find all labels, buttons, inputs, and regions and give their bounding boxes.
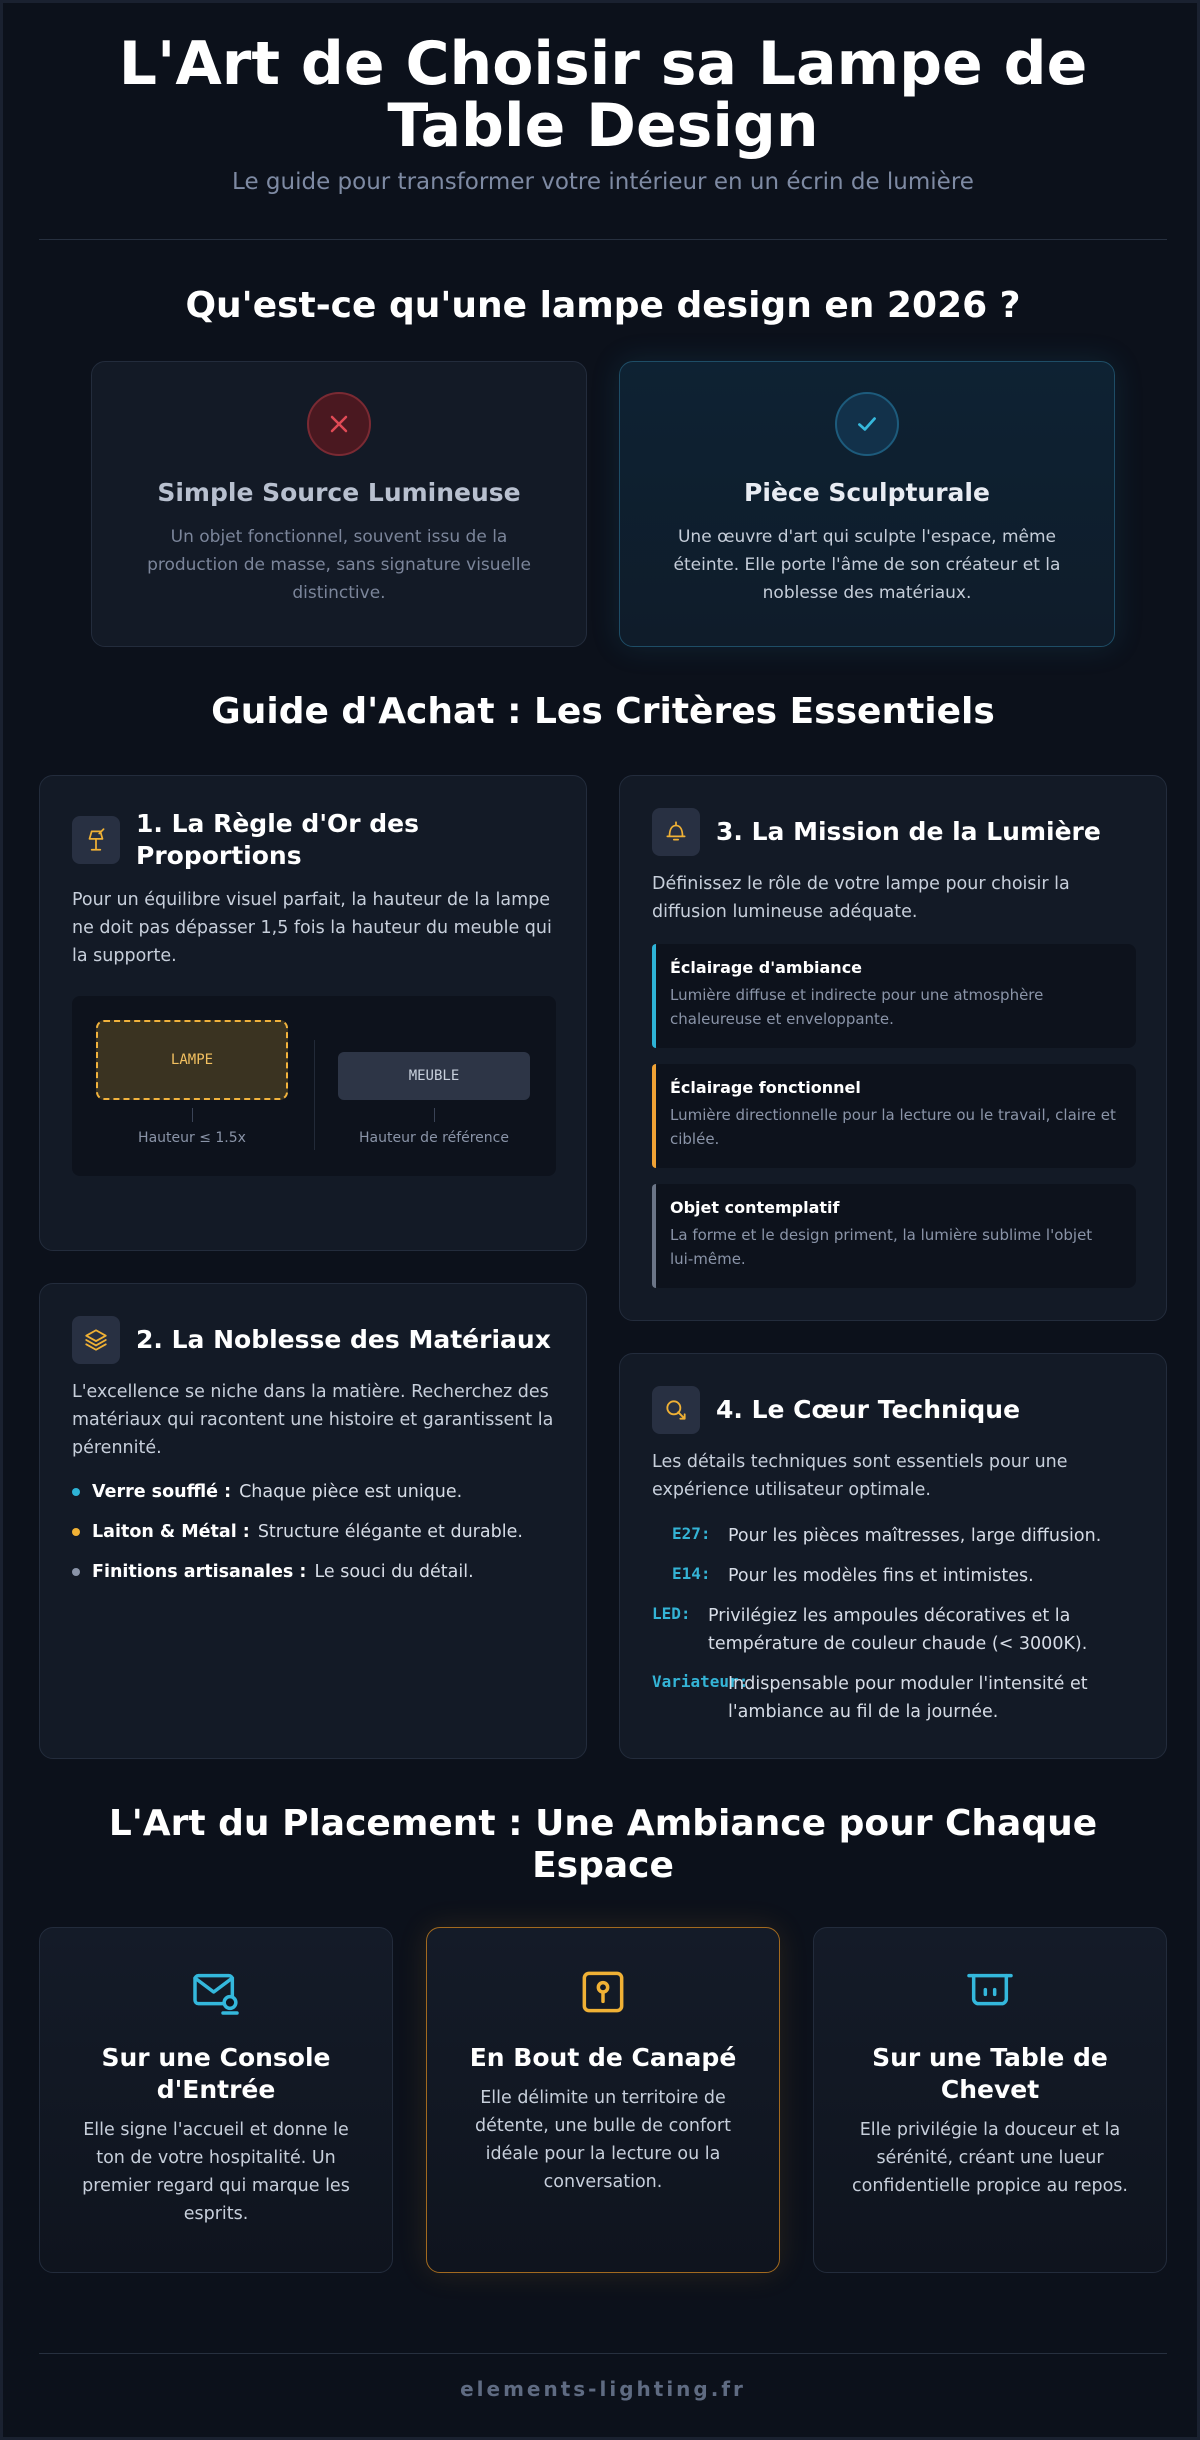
material-text: Chaque pièce est unique.	[239, 1482, 463, 1502]
compare-text: Une œuvre d'art qui sculpte l'espace, même éteinte. Elle porte l'âme de son créateur et la noblesse des matériaux.	[673, 527, 1061, 603]
bullet-dot	[72, 1488, 80, 1496]
lamp-caption: Hauteur ≤ 1.5x	[138, 1130, 246, 1146]
compare-card-simple	[91, 361, 587, 647]
criteria-header	[72, 1316, 552, 1364]
placement-title: En Bout de Canapé	[469, 2043, 737, 2072]
tech-text: Pour les pièces maîtresses, large diffusion.	[728, 1526, 1102, 1546]
criteria-card-technical	[619, 1353, 1167, 1759]
footer-site[interactable]: elements-lighting.fr	[460, 2377, 746, 2401]
tech-text: Pour les modèles fins et intimistes.	[728, 1566, 1034, 1586]
check-icon	[835, 392, 899, 456]
material-text: Structure élégante et durable.	[257, 1522, 523, 1542]
accent-bar	[652, 1184, 656, 1288]
light-item-text: La forme et le design priment, la lumière sublime l'objet lui-même.	[670, 1226, 1093, 1268]
criteria-text: Définissez le rôle de votre lampe pour choisir la diffusion lumineuse adéquate.	[652, 874, 1070, 922]
console-icon	[68, 1964, 364, 2024]
footer-divider	[39, 2353, 1167, 2354]
light-item-contemplative	[652, 1184, 1136, 1288]
material-item	[72, 1482, 572, 1502]
placement-title: Sur une Table de Chevet	[872, 2043, 1108, 2104]
bulb-icon	[652, 1386, 700, 1434]
bullet-dot	[72, 1528, 80, 1536]
bullet-dot	[72, 1568, 80, 1576]
placement-text: Elle privilégie la douceur et la sérénité, créant une lueur confidentielle propice au repos.	[852, 2120, 1128, 2196]
page-header	[3, 29, 1200, 195]
criteria-text: Pour un équilibre visuel parfait, la hauteur de la lampe ne doit pas dépasser 1,5 fois la hauteur du meuble qui la supporte.	[72, 890, 552, 966]
lamp-icon	[72, 816, 120, 864]
placement-card-sofa	[426, 1927, 780, 2273]
x-icon	[307, 392, 371, 456]
lamp-tick	[192, 1108, 193, 1122]
criteria-header	[652, 1386, 1132, 1434]
diagram-separator	[314, 1040, 315, 1150]
tech-key: E27:	[672, 1524, 711, 1543]
compare-text: Un objet fonctionnel, souvent issu de la production de masse, sans signature visuelle distinctive.	[147, 527, 531, 603]
material-label: Laiton & Métal :	[92, 1522, 250, 1542]
criteria-header	[72, 808, 552, 872]
placement-heading: L'Art du Placement : Une Ambiance pour Chaque Espace	[108, 1803, 1098, 1886]
criteria-title: 4. Le Cœur Technique	[716, 1395, 1021, 1424]
criteria-card-mission	[619, 775, 1167, 1321]
material-label: Finitions artisanales :	[92, 1562, 307, 1582]
material-text: Le souci du détail.	[314, 1562, 474, 1582]
lamp-block: LAMPE	[96, 1020, 288, 1100]
light-item-title: Objet contemplatif	[670, 1198, 840, 1217]
proportion-diagram	[72, 996, 556, 1176]
page-subtitle: Le guide pour transformer votre intérieur en un écrin de lumière	[232, 169, 974, 195]
material-item	[72, 1522, 572, 1542]
tech-key: E14:	[672, 1564, 711, 1583]
placement-text: Elle signe l'accueil et donne le ton de votre hospitalité. Un premier regard qui marque les esprits.	[82, 2120, 350, 2224]
light-item-text: Lumière diffuse et indirecte pour une atmosphère chaleureuse et enveloppante.	[670, 986, 1044, 1028]
accent-bar	[652, 944, 656, 1048]
tech-text: Indispensable pour moduler l'intensité et l'ambiance au fil de la journée.	[728, 1674, 1088, 1722]
light-item-functional	[652, 1064, 1136, 1168]
criteria-title: 3. La Mission de la Lumière	[716, 817, 1101, 846]
criteria-text: Les détails techniques sont essentiels pour une expérience utilisateur optimale.	[652, 1452, 1068, 1500]
compare-title: Simple Source Lumineuse	[157, 478, 521, 507]
material-label: Verre soufflé :	[92, 1482, 232, 1502]
placement-card-console	[39, 1927, 393, 2273]
criteria-card-proportions	[39, 775, 587, 1251]
furniture-block: MEUBLE	[338, 1052, 530, 1100]
tech-key: Variateur:	[652, 1672, 749, 1691]
nightstand-icon	[842, 1964, 1138, 2024]
light-item-text: Lumière directionnelle pour la lecture ou le travail, claire et ciblée.	[670, 1106, 1116, 1148]
furniture-tick	[434, 1108, 435, 1122]
criteria-card-materials	[39, 1283, 587, 1759]
guide-heading: Guide d'Achat : Les Critères Essentiels	[211, 691, 995, 732]
criteria-title: 1. La Règle d'Or des Proportions	[136, 809, 419, 870]
placement-title: Sur une Console d'Entrée	[101, 2043, 331, 2104]
accent-bar	[652, 1064, 656, 1168]
compare-card-sculptural	[619, 361, 1115, 647]
tech-text: Privilégiez les ampoules décoratives et la température de couleur chaude (< 3000K).	[708, 1606, 1088, 1654]
placement-text: Elle délimite un territoire de détente, une bulle de confort idéale pour la lecture ou la conversation.	[475, 2088, 731, 2192]
tech-key: LED:	[652, 1604, 691, 1623]
criteria-title: 2. La Noblesse des Matériaux	[136, 1325, 551, 1354]
compare-title: Pièce Sculpturale	[744, 478, 990, 507]
light-item-title: Éclairage fonctionnel	[670, 1078, 861, 1097]
layers-icon	[72, 1316, 120, 1364]
criteria-header	[652, 808, 1132, 856]
definition-heading: Qu'est-ce qu'une lampe design en 2026 ?	[185, 285, 1021, 326]
bell-lamp-icon	[652, 808, 700, 856]
page-title: L'Art de Choisir sa Lampe de Table Design	[118, 29, 1088, 161]
material-item	[72, 1562, 572, 1582]
furniture-caption: Hauteur de référence	[359, 1130, 509, 1146]
placement-card-nightstand	[813, 1927, 1167, 2273]
sofa-end-icon	[455, 1964, 751, 2024]
header-divider	[39, 239, 1167, 240]
criteria-text: L'excellence se niche dans la matière. Recherchez des matériaux qui racontent une histoire et garantissent la pérennité.	[72, 1382, 554, 1458]
light-item-title: Éclairage d'ambiance	[670, 958, 863, 977]
light-item-ambiance	[652, 944, 1136, 1048]
